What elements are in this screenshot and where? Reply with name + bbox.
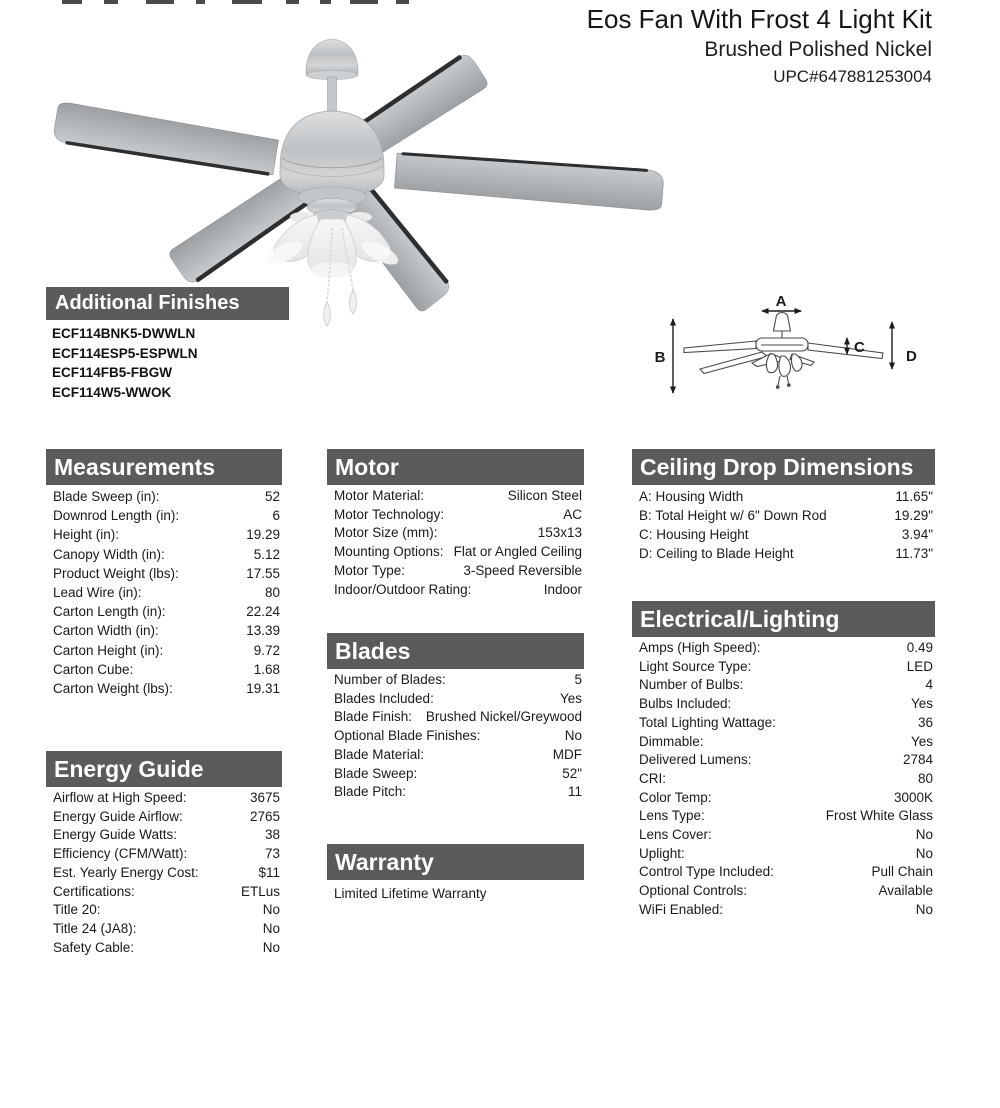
spec-label: Uplight:	[639, 845, 685, 861]
spec-row	[46, 789, 282, 808]
spec-label: Efficiency (CFM/Watt):	[53, 846, 188, 862]
spec-value: 6	[272, 508, 280, 524]
measurements-heading: Measurements	[46, 449, 282, 485]
spec-value: MDF	[552, 746, 582, 762]
spec-value: Available	[878, 883, 933, 899]
spec-label: Carton Length (in):	[53, 604, 166, 620]
spec-value: 3.94"	[901, 527, 933, 542]
spec-label: Safety Cable:	[53, 939, 135, 955]
spec-row	[46, 545, 282, 564]
spec-row	[327, 506, 584, 525]
spec-value: 19.31	[246, 681, 280, 697]
spec-label: Delivered Lumens:	[639, 752, 752, 768]
spec-value: Flat or Angled Ceiling	[453, 544, 582, 560]
dimension-diagram	[640, 275, 960, 425]
spec-label: B: Total Height w/ 6" Down Rod	[639, 508, 827, 523]
spec-label: Blade Sweep (in):	[53, 489, 160, 504]
finish-code: ECF114W5-WWOK	[52, 384, 172, 400]
spec-row	[632, 714, 935, 733]
spec-label: A: Housing Width	[639, 489, 744, 504]
spec-label: Number of Bulbs:	[639, 677, 744, 693]
spec-value: 5.12	[253, 546, 280, 562]
spec-value: 13.39	[246, 623, 280, 639]
spec-value: No	[915, 901, 933, 917]
spec-value: 11.73"	[895, 546, 933, 561]
spec-value: No	[262, 939, 280, 955]
spec-label: Lens Type:	[639, 808, 705, 824]
dim-label-b: B	[654, 349, 666, 366]
spec-row	[327, 562, 584, 581]
spec-value: Frost White Glass	[825, 808, 933, 824]
spec-row	[632, 845, 935, 864]
spec-value: Yes	[559, 690, 582, 706]
spec-value: 3000K	[893, 789, 933, 805]
spec-label: Motor Type:	[334, 562, 406, 578]
spec-row	[632, 506, 935, 525]
spec-row	[46, 864, 282, 883]
blades-section	[327, 633, 584, 802]
spec-value: No	[915, 845, 933, 861]
spec-value: 52"	[562, 765, 582, 781]
motor-heading: Motor	[327, 449, 584, 485]
spec-label: Carton Width (in):	[53, 623, 159, 639]
spec-value: No	[564, 728, 582, 744]
spec-value: 9.72	[253, 642, 280, 658]
spec-value: Silicon Steel	[507, 488, 582, 503]
spec-label: Optional Blade Finishes:	[334, 728, 481, 744]
spec-value: 73	[264, 846, 280, 862]
spec-value: 38	[264, 827, 280, 843]
spec-label: Blade Finish:	[334, 709, 413, 725]
spec-row	[46, 901, 282, 920]
spec-row	[46, 506, 282, 525]
spec-value: 36	[917, 714, 933, 730]
spec-value: Indoor	[543, 581, 582, 597]
spec-value: LED	[906, 658, 933, 674]
spec-row	[327, 746, 584, 765]
spec-value: 3-Speed Reversible	[463, 562, 582, 578]
motor-rows	[327, 487, 584, 599]
spec-row	[46, 660, 282, 679]
spec-row	[632, 487, 935, 506]
spec-row	[632, 901, 935, 920]
spec-value: $11	[258, 864, 280, 880]
spec-row	[46, 939, 282, 958]
spec-label: Blade Pitch:	[334, 784, 407, 800]
finish-code: ECF114BNK5-DWWLN	[52, 326, 196, 341]
ceiling-drop-section	[632, 449, 935, 563]
spec-label: Downrod Length (in):	[53, 508, 180, 524]
spec-label: Blade Sweep:	[334, 765, 418, 781]
spec-row	[46, 679, 282, 698]
spec-row	[327, 581, 584, 600]
spec-label: C: Housing Height	[639, 527, 749, 542]
spec-value: 11.65"	[895, 489, 933, 504]
electrical-rows	[632, 639, 935, 920]
blades-rows	[327, 671, 584, 802]
spec-value: No	[262, 902, 280, 918]
spec-row	[632, 807, 935, 826]
spec-label: Motor Technology:	[334, 506, 445, 522]
spec-label: Bulbs Included:	[639, 696, 732, 712]
spec-label: Blades Included:	[334, 690, 434, 706]
spec-label: Airflow at High Speed:	[53, 790, 187, 805]
warranty-heading: Warranty	[327, 844, 584, 880]
spec-label: Carton Height (in):	[53, 642, 164, 658]
spec-value: 153x13	[537, 525, 582, 541]
spec-row	[632, 639, 935, 658]
energy-guide-rows	[46, 789, 282, 957]
warranty-text: Limited Lifetime Warranty	[334, 886, 487, 901]
spec-value: 22.24	[246, 604, 280, 620]
spec-label: Light Source Type:	[639, 658, 752, 674]
ceiling-drop-rows	[632, 487, 935, 563]
spec-value: 0.49	[906, 640, 933, 655]
finish-code: ECF114FB5-FBGW	[52, 365, 173, 380]
spec-value: 11	[567, 784, 582, 800]
spec-label: Carton Weight (lbs):	[53, 681, 173, 697]
spec-row	[327, 671, 584, 690]
spec-value: 80	[264, 585, 280, 601]
spec-row	[327, 487, 584, 506]
spec-label: Carton Cube:	[53, 661, 134, 677]
finish-name: Brushed Polished Nickel	[704, 38, 932, 61]
additional-finishes-heading: Additional Finishes	[46, 287, 289, 320]
spec-label: Lead Wire (in):	[53, 585, 142, 601]
spec-row	[327, 783, 584, 802]
measurements-section	[46, 449, 282, 698]
spec-label: Blade Material:	[334, 746, 425, 762]
spec-row	[46, 583, 282, 602]
spec-label: Title 24 (JA8):	[53, 920, 137, 936]
spec-row	[632, 751, 935, 770]
spec-label: Energy Guide Watts:	[53, 827, 178, 843]
spec-value: 2765	[249, 808, 280, 824]
spec-row	[632, 658, 935, 677]
dim-label-a: A	[775, 293, 787, 310]
measurements-rows	[46, 487, 282, 698]
energy-guide-heading: Energy Guide	[46, 751, 282, 787]
spec-row	[632, 733, 935, 752]
spec-row	[632, 770, 935, 789]
spec-label: Control Type Included:	[639, 864, 774, 880]
spec-label: Dimmable:	[639, 733, 704, 749]
spec-row	[46, 641, 282, 660]
spec-row	[327, 543, 584, 562]
spec-row	[327, 765, 584, 784]
spec-row	[46, 487, 282, 506]
spec-label: Est. Yearly Energy Cost:	[53, 864, 199, 880]
spec-label: Total Lighting Wattage:	[639, 714, 776, 730]
spec-value: AC	[563, 506, 582, 522]
spec-value: 17.55	[246, 565, 280, 581]
spec-row	[46, 845, 282, 864]
spec-value: 4	[925, 677, 933, 693]
spec-label: Title 20:	[53, 902, 101, 918]
spec-label: Canopy Width (in):	[53, 546, 165, 562]
spec-row	[327, 727, 584, 746]
spec-label: Optional Controls:	[639, 883, 748, 899]
spec-label: WiFi Enabled:	[639, 901, 724, 917]
spec-row	[632, 789, 935, 808]
spec-value: No	[915, 827, 933, 843]
spec-label: Energy Guide Airflow:	[53, 808, 183, 824]
page-title: Eos Fan With Frost 4 Light Kit	[586, 4, 932, 34]
spec-value: Yes	[910, 733, 933, 749]
spec-value: 3675	[249, 790, 280, 805]
spec-value: 2784	[902, 752, 933, 768]
spec-row	[46, 564, 282, 583]
spec-value: 52	[264, 489, 280, 504]
ceiling-drop-heading: Ceiling Drop Dimensions	[632, 449, 935, 485]
spec-row	[632, 676, 935, 695]
dim-label-c: C	[854, 339, 865, 356]
spec-value: 19.29	[246, 527, 280, 543]
spec-row	[46, 602, 282, 621]
spec-value: ETLus	[240, 883, 280, 899]
spec-label: Motor Size (mm):	[334, 525, 438, 541]
spec-value: Brushed Nickel/Greywood	[425, 709, 582, 725]
spec-row	[632, 882, 935, 901]
blades-heading: Blades	[327, 633, 584, 669]
spec-value: Pull Chain	[871, 864, 933, 880]
energy-guide-section	[46, 751, 282, 957]
title-block	[520, 4, 932, 89]
spec-row	[46, 525, 282, 544]
spec-row	[327, 708, 584, 727]
spec-row	[327, 524, 584, 543]
spec-label: Motor Material:	[334, 488, 425, 503]
spec-row	[632, 695, 935, 714]
spec-row	[632, 826, 935, 845]
spec-label: Certifications:	[53, 883, 135, 899]
spec-label: D: Ceiling to Blade Height	[639, 546, 794, 561]
upc-code: UPC#647881253004	[773, 67, 932, 86]
spec-value: No	[262, 920, 280, 936]
spec-label: Indoor/Outdoor Rating:	[334, 581, 472, 597]
spec-value: Yes	[910, 696, 933, 712]
spec-label: Color Temp:	[639, 789, 712, 805]
spec-label: Amps (High Speed):	[639, 640, 761, 655]
spec-label: Mounting Options:	[334, 544, 444, 560]
finish-code: ECF114ESP5-ESPWLN	[52, 345, 198, 361]
spec-row	[46, 621, 282, 640]
electrical-section	[632, 601, 935, 920]
spec-row	[46, 920, 282, 939]
spec-value: 19.29"	[894, 508, 933, 523]
spec-row	[632, 544, 935, 563]
spec-label: CRI:	[639, 770, 666, 786]
warranty-section	[327, 844, 584, 903]
motor-section	[327, 449, 584, 599]
spec-label: Number of Blades:	[334, 672, 446, 687]
electrical-heading: Electrical/Lighting	[632, 601, 935, 637]
spec-row	[46, 808, 282, 827]
spec-label: Height (in):	[53, 527, 120, 543]
spec-value: 1.68	[253, 661, 280, 677]
spec-value: 5	[574, 672, 582, 687]
spec-label: Lens Cover:	[639, 827, 712, 843]
spec-value: 80	[917, 770, 933, 786]
spec-label: Product Weight (lbs):	[53, 565, 179, 581]
spec-row	[632, 863, 935, 882]
additional-finishes-list	[52, 324, 198, 402]
spec-row	[632, 525, 935, 544]
dim-label-d: D	[906, 348, 917, 365]
spec-row	[46, 883, 282, 902]
spec-row	[46, 826, 282, 845]
spec-row	[327, 690, 584, 709]
